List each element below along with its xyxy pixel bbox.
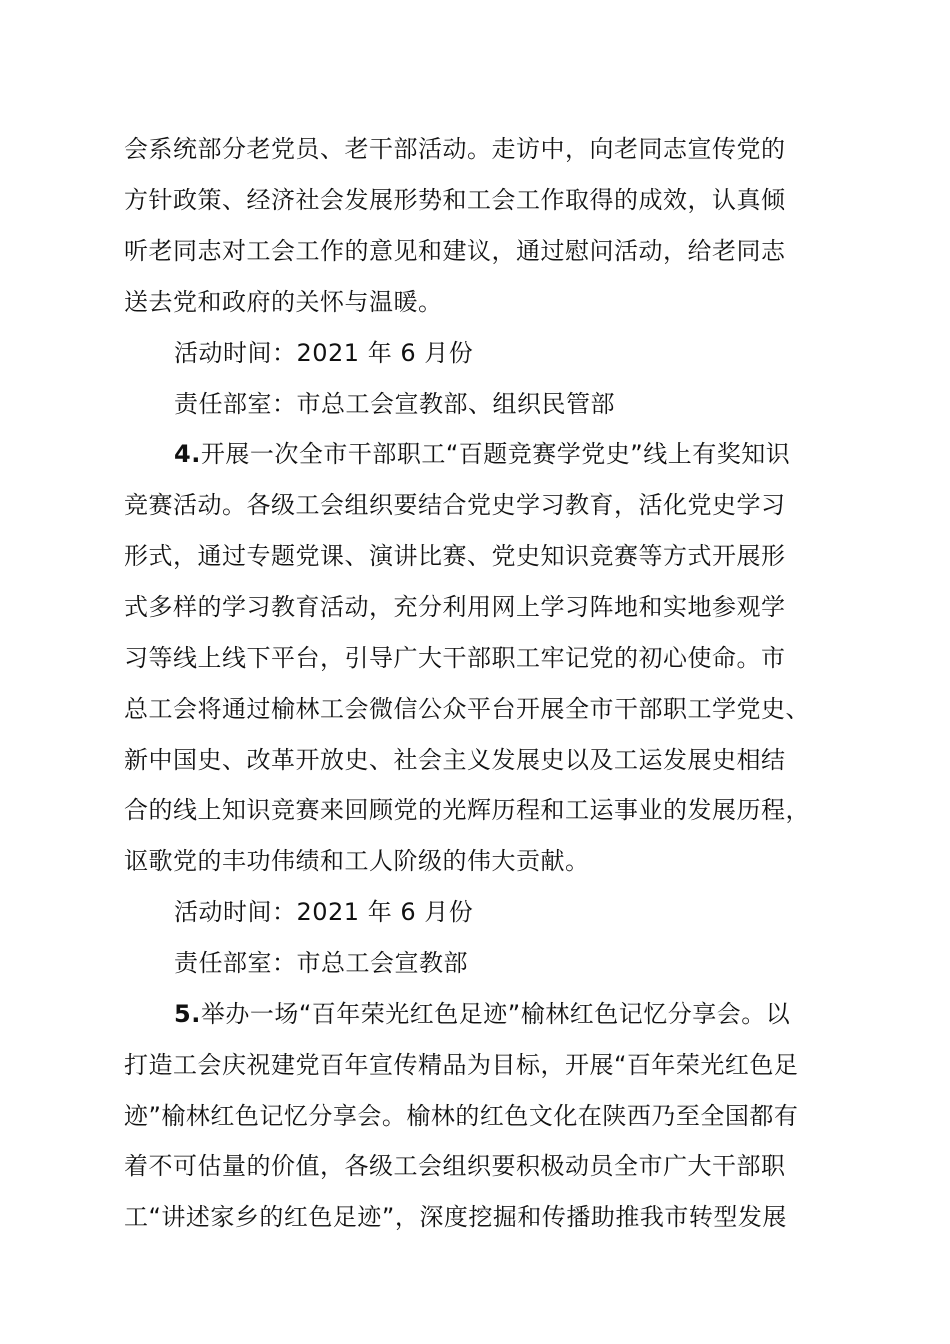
item-number: 4.	[174, 440, 201, 468]
item-4-heading	[174, 437, 790, 471]
paragraph-line: 打造工会庆祝建党百年宣传精品为目标，开展“百年荣光红色足	[124, 1051, 799, 1079]
paragraph-line: 形式，通过专题党课、演讲比赛、党史知识竞赛等方式开展形	[124, 542, 786, 570]
paragraph-line: 总工会将通过榆林工会微信公众平台开展全市干部职工学党史、	[124, 695, 810, 723]
item-5-first-line: 举办一场“百年荣光红色足迹”榆林红色记忆分享会。以	[200, 1000, 791, 1028]
responsible-dept: 责任部室：市总工会宣教部	[174, 949, 468, 977]
paragraph-line: 会系统部分老党员、老干部活动。走访中，向老同志宣传党的	[124, 135, 786, 163]
activity-time: 活动时间：2021 年 6 月份	[174, 339, 474, 367]
paragraph-line: 方针政策、经济社会发展形势和工会工作取得的成效，认真倾	[124, 186, 786, 214]
item-number: 5.	[174, 1000, 201, 1028]
item-4-first-line: 开展一次全市干部职工“百题竞赛学党史”线上有奖知识	[200, 440, 791, 468]
paragraph-line: 合的线上知识竞赛来回顾党的光辉历程和工运事业的发展历程，	[124, 796, 810, 824]
activity-time: 活动时间：2021 年 6 月份	[174, 898, 474, 926]
paragraph-line: 式多样的学习教育活动，充分利用网上学习阵地和实地参观学	[124, 593, 786, 621]
item-5-heading	[174, 997, 790, 1031]
responsible-dept: 责任部室：市总工会宣教部、组织民管部	[174, 390, 615, 418]
paragraph-line: 工“讲述家乡的红色足迹”，深度挖掘和传播助推我市转型发展	[124, 1203, 787, 1231]
paragraph-line: 着不可估量的价值，各级工会组织要积极动员全市广大干部职	[124, 1152, 786, 1180]
paragraph-line: 习等线上线下平台，引导广大干部职工牢记党的初心使命。市	[124, 644, 786, 672]
paragraph-line: 迹”榆林红色记忆分享会。榆林的红色文化在陕西乃至全国都有	[124, 1102, 799, 1130]
paragraph-line: 送去党和政府的关怀与温暖。	[124, 288, 443, 316]
paragraph-line: 竞赛活动。各级工会组织要结合党史学习教育，活化党史学习	[124, 491, 786, 519]
paragraph-line: 新中国史、改革开放史、社会主义发展史以及工运发展史相结	[124, 746, 786, 774]
paragraph-line: 听老同志对工会工作的意见和建议，通过慰问活动，给老同志	[124, 237, 786, 265]
paragraph-line: 讴歌党的丰功伟绩和工人阶级的伟大贡献。	[124, 847, 590, 875]
